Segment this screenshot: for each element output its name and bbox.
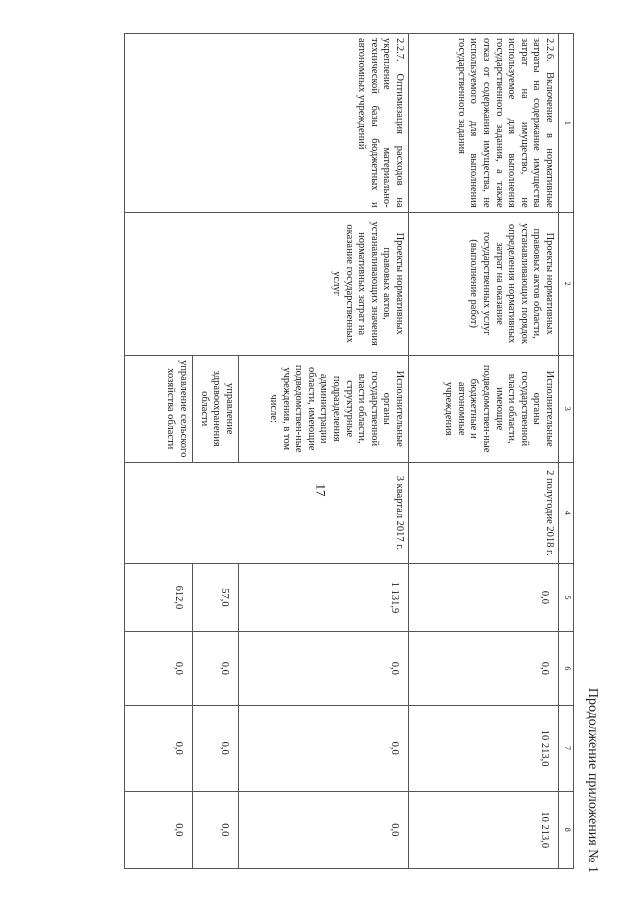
value-cell: 612,0 — [125, 563, 193, 631]
column-number: 2 — [559, 212, 574, 355]
appendix-caption: Продолжение приложения № 1 — [585, 687, 600, 873]
value-cell: 0,0 — [193, 705, 239, 791]
executor-cell: управление сельского хозяйства области — [125, 355, 193, 462]
document-cell: Проекты нормативных правовых актов области, устанавливающих порядок определения нормативных затрат на оказание государственных услуг (выполнение работ) — [409, 212, 559, 355]
measure-cell: 2.2.6. Включение в нормативные затраты на содержание имущества затрат на имущество, не используемое для выполнения государственного задания, а также отказ от содержания имущества, не используемого для выполнения государственного задания — [409, 33, 559, 212]
table-row — [409, 33, 559, 868]
value-cell: 10 213,0 — [409, 705, 559, 791]
column-number: 8 — [559, 791, 574, 868]
page-number-text: 17 — [313, 483, 328, 497]
value-cell: 0,0 — [125, 705, 193, 791]
deadline-cell: 3 квартал 2017 г. — [125, 462, 409, 563]
value-cell: 0,0 — [125, 631, 193, 705]
executor-cell: Исполнительные органы государственной власти области, имеющие подведомствен-ные бюджетные и автономные учреждения — [409, 355, 559, 462]
value-cell: 1 131,9 — [239, 563, 409, 631]
column-number: 5 — [559, 563, 574, 631]
table-row — [239, 33, 409, 868]
value-cell: 0,0 — [193, 631, 239, 705]
deadline-cell: 2 полугодие 2018 г. — [409, 462, 559, 563]
value-cell: 57,0 — [193, 563, 239, 631]
document-cell: Проекты нормативных правовых актов, устанавливающих значения нормативных затрат на оказание государственных услуг — [125, 212, 409, 355]
column-number: 4 — [559, 462, 574, 563]
column-number: 7 — [559, 705, 574, 791]
value-cell: 0,0 — [239, 705, 409, 791]
measures-table — [124, 33, 574, 869]
value-cell: 0,0 — [409, 563, 559, 631]
value-cell: 0,0 — [239, 631, 409, 705]
measure-cell: 2.2.7. Оптимизация расходов на укрепление материально-технической базы бюджетных и автономных учреждений — [125, 33, 409, 212]
column-number: 6 — [559, 631, 574, 705]
executor-cell: управление здравоохранения области — [193, 355, 239, 462]
rotated-landscape-block — [40, 33, 600, 873]
value-cell: 10 213,0 — [409, 791, 559, 868]
column-number-row — [559, 33, 574, 868]
executor-cell: Исполнительные органы государственной власти области, структурные подразделения администрации области, имеющие подведомствен-ные учреждения, в том числе: — [239, 355, 409, 462]
column-number: 3 — [559, 355, 574, 462]
column-number: 1 — [559, 33, 574, 212]
value-cell: 0,0 — [239, 791, 409, 868]
value-cell: 0,0 — [125, 791, 193, 868]
value-cell: 0,0 — [409, 631, 559, 705]
value-cell: 0,0 — [193, 791, 239, 868]
